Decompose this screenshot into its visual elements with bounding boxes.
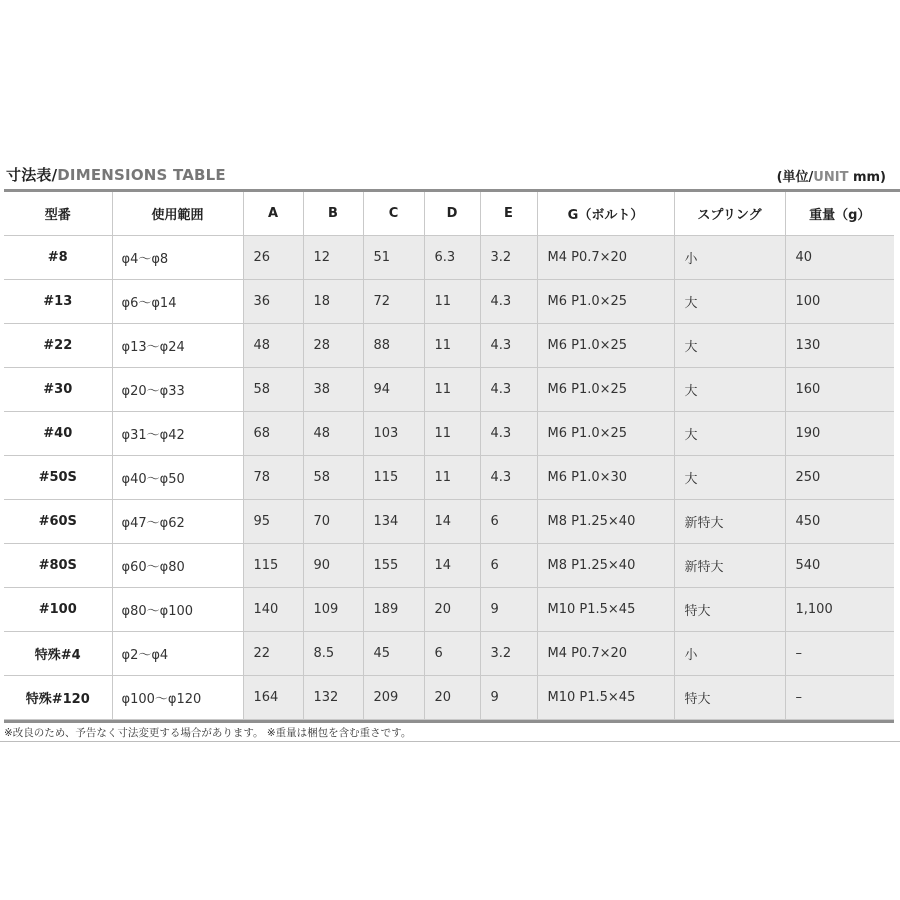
c-cell: 209 (363, 676, 424, 720)
d-cell: 14 (424, 544, 480, 588)
d-cell: 6 (424, 632, 480, 676)
weight-cell: 190 (785, 412, 894, 456)
range-cell: φ60〜φ80 (112, 544, 243, 588)
d-cell: 14 (424, 500, 480, 544)
range-cell: φ20〜φ33 (112, 368, 243, 412)
c-cell: 189 (363, 588, 424, 632)
a-cell: 78 (243, 456, 303, 500)
d-cell: 11 (424, 412, 480, 456)
d-cell: 20 (424, 676, 480, 720)
table-row (4, 588, 894, 632)
bolt-cell: M6 P1.0×30 (537, 456, 674, 500)
title-bar (0, 161, 900, 189)
e-cell: 6 (480, 500, 537, 544)
range-cell: φ80〜φ100 (112, 588, 243, 632)
bolt-cell: M10 P1.5×45 (537, 676, 674, 720)
c-cell: 88 (363, 324, 424, 368)
a-cell: 22 (243, 632, 303, 676)
table-row (4, 632, 894, 676)
table-row (4, 544, 894, 588)
b-cell: 58 (303, 456, 363, 500)
a-cell: 36 (243, 280, 303, 324)
a-cell: 115 (243, 544, 303, 588)
range-cell: φ47〜φ62 (112, 500, 243, 544)
table-row (4, 236, 894, 280)
header-weight: 重量（g） (785, 192, 894, 236)
e-cell: 3.2 (480, 632, 537, 676)
weight-cell: 250 (785, 456, 894, 500)
weight-cell: – (785, 676, 894, 720)
spring-cell: 大 (674, 412, 785, 456)
a-cell: 26 (243, 236, 303, 280)
weight-cell: 1,100 (785, 588, 894, 632)
range-cell: φ4〜φ8 (112, 236, 243, 280)
weight-cell: 100 (785, 280, 894, 324)
header-row (4, 192, 894, 236)
a-cell: 140 (243, 588, 303, 632)
e-cell: 6 (480, 544, 537, 588)
weight-cell: 130 (785, 324, 894, 368)
table-row (4, 500, 894, 544)
header-a: A (243, 192, 303, 236)
d-cell: 6.3 (424, 236, 480, 280)
model-cell: #30 (4, 368, 112, 412)
table-row (4, 368, 894, 412)
range-cell: φ2〜φ4 (112, 632, 243, 676)
bolt-cell: M10 P1.5×45 (537, 588, 674, 632)
c-cell: 45 (363, 632, 424, 676)
a-cell: 48 (243, 324, 303, 368)
a-cell: 58 (243, 368, 303, 412)
e-cell: 3.2 (480, 236, 537, 280)
table-row (4, 412, 894, 456)
title-ja: 寸法表/ (6, 166, 58, 184)
spring-cell: 大 (674, 368, 785, 412)
weight-cell: 40 (785, 236, 894, 280)
spring-cell: 大 (674, 456, 785, 500)
model-cell: 特殊#120 (4, 676, 112, 720)
table-row (4, 676, 894, 720)
spring-cell: 小 (674, 632, 785, 676)
spring-cell: 新特大 (674, 500, 785, 544)
table-row (4, 456, 894, 500)
bolt-cell: M6 P1.0×25 (537, 368, 674, 412)
model-cell: #8 (4, 236, 112, 280)
page-divider (0, 741, 900, 742)
b-cell: 18 (303, 280, 363, 324)
bolt-cell: M4 P0.7×20 (537, 236, 674, 280)
b-cell: 38 (303, 368, 363, 412)
dimensions-sheet (0, 161, 900, 742)
header-c: C (363, 192, 424, 236)
a-cell: 95 (243, 500, 303, 544)
model-cell: #80S (4, 544, 112, 588)
b-cell: 90 (303, 544, 363, 588)
table-row (4, 280, 894, 324)
e-cell: 4.3 (480, 456, 537, 500)
d-cell: 11 (424, 456, 480, 500)
header-spring: スプリング (674, 192, 785, 236)
model-cell: 特殊#4 (4, 632, 112, 676)
bolt-cell: M6 P1.0×25 (537, 280, 674, 324)
weight-cell: 540 (785, 544, 894, 588)
b-cell: 12 (303, 236, 363, 280)
title-en: DIMENSIONS TABLE (57, 166, 226, 184)
e-cell: 9 (480, 676, 537, 720)
e-cell: 4.3 (480, 412, 537, 456)
b-cell: 70 (303, 500, 363, 544)
d-cell: 11 (424, 368, 480, 412)
bolt-cell: M6 P1.0×25 (537, 324, 674, 368)
b-cell: 28 (303, 324, 363, 368)
unit-suffix: mm) (848, 170, 886, 185)
range-cell: φ13〜φ24 (112, 324, 243, 368)
d-cell: 11 (424, 280, 480, 324)
header-model: 型番 (4, 192, 112, 236)
b-cell: 132 (303, 676, 363, 720)
range-cell: φ6〜φ14 (112, 280, 243, 324)
d-cell: 11 (424, 324, 480, 368)
footnote: ※改良のため、予告なく寸法変更する場合があります。 ※重量は梱包を含む重さです。 (4, 727, 412, 739)
e-cell: 4.3 (480, 280, 537, 324)
c-cell: 94 (363, 368, 424, 412)
c-cell: 134 (363, 500, 424, 544)
range-cell: φ40〜φ50 (112, 456, 243, 500)
c-cell: 103 (363, 412, 424, 456)
unit-prefix: (単位/ (776, 170, 814, 185)
a-cell: 164 (243, 676, 303, 720)
dimensions-table (4, 192, 894, 720)
bottom-divider (4, 720, 894, 723)
e-cell: 9 (480, 588, 537, 632)
weight-cell: – (785, 632, 894, 676)
spring-cell: 小 (674, 236, 785, 280)
model-cell: #60S (4, 500, 112, 544)
spring-cell: 大 (674, 280, 785, 324)
spring-cell: 新特大 (674, 544, 785, 588)
table-row (4, 324, 894, 368)
header-e: E (480, 192, 537, 236)
c-cell: 72 (363, 280, 424, 324)
e-cell: 4.3 (480, 324, 537, 368)
c-cell: 51 (363, 236, 424, 280)
model-cell: #50S (4, 456, 112, 500)
bolt-cell: M4 P0.7×20 (537, 632, 674, 676)
model-cell: #100 (4, 588, 112, 632)
model-cell: #13 (4, 280, 112, 324)
bolt-cell: M8 P1.25×40 (537, 500, 674, 544)
weight-cell: 160 (785, 368, 894, 412)
d-cell: 20 (424, 588, 480, 632)
spring-cell: 特大 (674, 588, 785, 632)
table-title (6, 164, 226, 185)
model-cell: #40 (4, 412, 112, 456)
header-range: 使用範囲 (112, 192, 243, 236)
range-cell: φ100〜φ120 (112, 676, 243, 720)
c-cell: 155 (363, 544, 424, 588)
a-cell: 68 (243, 412, 303, 456)
unit-en: UNIT (813, 170, 849, 185)
unit-label (777, 166, 886, 185)
c-cell: 115 (363, 456, 424, 500)
e-cell: 4.3 (480, 368, 537, 412)
header-bolt: G（ボルト） (537, 192, 674, 236)
spring-cell: 特大 (674, 676, 785, 720)
b-cell: 109 (303, 588, 363, 632)
bolt-cell: M8 P1.25×40 (537, 544, 674, 588)
bolt-cell: M6 P1.0×25 (537, 412, 674, 456)
b-cell: 8.5 (303, 632, 363, 676)
range-cell: φ31〜φ42 (112, 412, 243, 456)
weight-cell: 450 (785, 500, 894, 544)
model-cell: #22 (4, 324, 112, 368)
header-b: B (303, 192, 363, 236)
spring-cell: 大 (674, 324, 785, 368)
b-cell: 48 (303, 412, 363, 456)
header-d: D (424, 192, 480, 236)
